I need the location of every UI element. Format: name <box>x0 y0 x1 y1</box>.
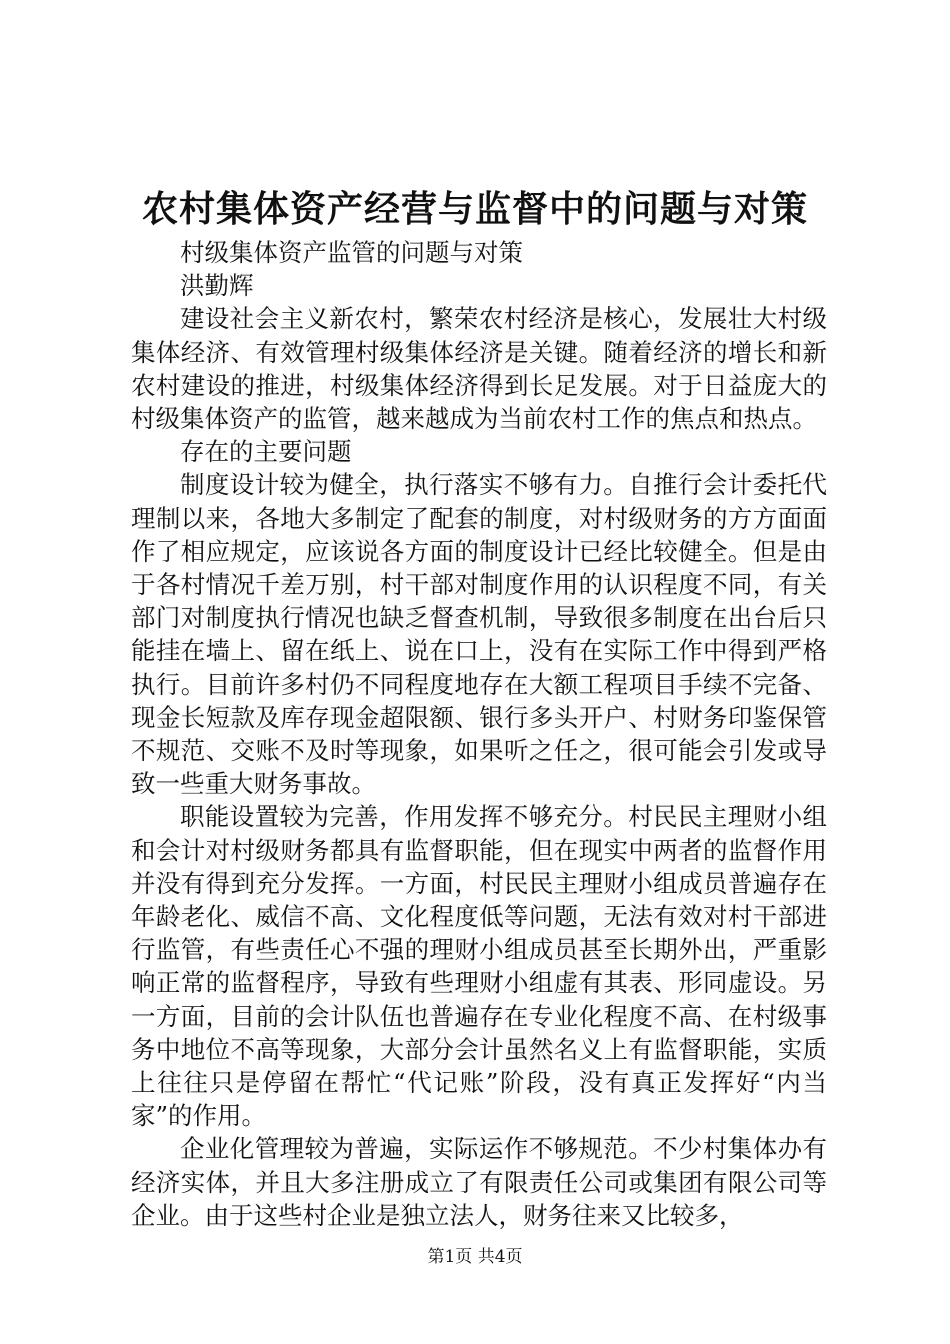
paragraph: 制度设计较为健全，执行落实不够有力。自推行会计委托代理制以来，各地大多制定了配套的制度，对村级财务的方方面面作了相应规定，应该说各方面的制度设计已经比较健全。但是由于各村情况千差万别，村干部对制度作用的认识程度不同，有关部门对制度执行情况也缺乏督查机制，导致很多制度在出台后只能挂在墙上、留在纸上、说在口上，没有在实际工作中得到严格执行。目前许多村仍不同程度地存在大额工程项目手续不完备、现金长短款及库存现金超限额、银行多头开户、村财务印鉴保管不规范、交账不及时等现象，如果听之任之，很可能会引发或导致一些重大财务事故。 <box>131 470 827 799</box>
paragraph: 企业化管理较为普遍，实际运作不够规范。不少村集体办有经济实体，并且大多注册成立了有限责任公司或集团有限公司等企业。由于这些村企业是独立法人，财务往来又比较多， <box>131 1134 827 1230</box>
author: 洪勤辉 <box>180 271 254 301</box>
page-footer: 第1页 共4页 <box>427 1247 523 1267</box>
document-body <box>131 236 827 1232</box>
section-heading: 存在的主要问题 <box>180 437 352 467</box>
document-title: 农村集体资产经营与监督中的问题与对策 <box>141 188 808 230</box>
subtitle: 村级集体资产监管的问题与对策 <box>180 238 523 267</box>
paragraph: 职能设置较为完善，作用发挥不够充分。村民民主理财小组和会计对村级财务都具有监督职能，但在现实中两者的监督作用并没有得到充分发挥。一方面，村民民主理财小组成员普遍存在年龄老化、威信不高、文化程度低等问题，无法有效对村干部进行监管，有些责任心不强的理财小组成员甚至长期外出，严重影响正常的监督程序，导致有些理财小组虚有其表、形同虚设。另一方面，目前的会计队伍也普遍存在专业化程度不高、在村级事务中地位不高等现象，大部分会计虽然名义上有监督职能，实质上往往只是停留在帮忙“代记账”阶段，没有真正发挥好“内当家”的作用。 <box>131 802 827 1131</box>
paragraph: 建设社会主义新农村，繁荣农村经济是核心，发展壮大村级集体经济、有效管理村级集体经济是关键。随着经济的增长和新农村建设的推进，村级集体经济得到长足发展。对于日益庞大的村级集体资产的监管，越来越成为当前农村工作的焦点和热点。 <box>131 304 827 434</box>
